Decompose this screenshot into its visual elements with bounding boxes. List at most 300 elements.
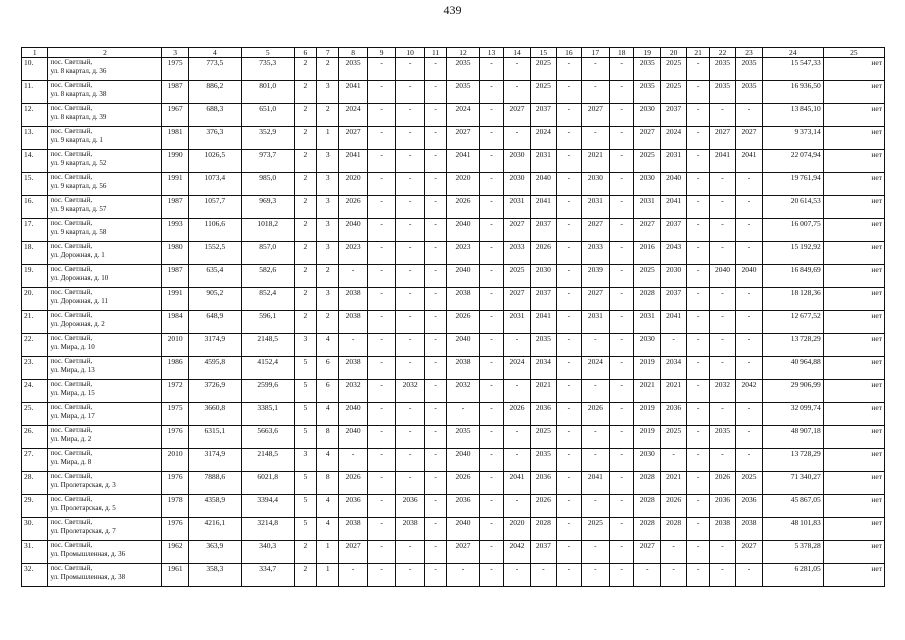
table-cell: 4: [317, 449, 339, 472]
table-cell: -: [736, 173, 762, 196]
table-cell: 5: [294, 357, 316, 380]
table-cell: 3: [317, 288, 339, 311]
table-cell: 1993: [162, 219, 188, 242]
table-cell: -: [581, 58, 609, 81]
table-cell: 985,0: [241, 173, 294, 196]
table-cell: 1967: [162, 104, 188, 127]
table-cell: 2024: [660, 127, 686, 150]
table-cell: 2: [294, 150, 316, 173]
table-cell: 4595,8: [188, 357, 241, 380]
table-cell: 2042: [736, 380, 762, 403]
table-cell: 6: [317, 357, 339, 380]
table-cell: 2025: [660, 81, 686, 104]
table-cell: 2035: [736, 58, 762, 81]
table-cell: 2030: [634, 104, 660, 127]
table-cell: 2036: [339, 495, 367, 518]
table-cell: 5: [294, 380, 316, 403]
table-cell: 2026: [447, 472, 480, 495]
table-cell: 29.: [22, 495, 48, 518]
table-cell: -: [687, 357, 709, 380]
table-cell: -: [557, 58, 581, 81]
table-cell: 3: [317, 242, 339, 265]
table-cell: -: [736, 288, 762, 311]
table-cell: -: [557, 265, 581, 288]
column-header: 13: [479, 48, 503, 58]
table-cell: -: [660, 449, 686, 472]
table-cell: -: [396, 403, 424, 426]
table-cell: 21.: [22, 311, 48, 334]
table-cell: -: [709, 219, 735, 242]
table-cell: -: [610, 288, 634, 311]
table-cell: 13 845,10: [762, 104, 823, 127]
table-cell: 2040: [447, 219, 480, 242]
table-cell: 2034: [530, 357, 556, 380]
table-cell: 2041: [504, 472, 530, 495]
table-cell: -: [610, 403, 634, 426]
table-cell: 2: [294, 127, 316, 150]
table-cell: 2041: [339, 150, 367, 173]
table-cell: -: [610, 334, 634, 357]
table-cell: 2: [317, 265, 339, 288]
address-cell: пос. Светлый, ул. 8 квартал, д. 36: [48, 58, 162, 81]
table-cell: 2036: [709, 495, 735, 518]
table-cell: 1972: [162, 380, 188, 403]
table-cell: 2038: [339, 288, 367, 311]
table-cell: 2031: [581, 196, 609, 219]
table-cell: 2026: [581, 403, 609, 426]
table-cell: -: [396, 242, 424, 265]
table-cell: 3394,4: [241, 495, 294, 518]
table-cell: 1: [317, 541, 339, 564]
table-cell: 1986: [162, 357, 188, 380]
table-cell: 1106,6: [188, 219, 241, 242]
table-cell: -: [396, 81, 424, 104]
table-cell: 2041: [660, 311, 686, 334]
table-cell: 2: [294, 219, 316, 242]
table-row: [22, 58, 885, 81]
table-cell: 886,2: [188, 81, 241, 104]
table-cell: 2027: [339, 127, 367, 150]
table-cell: 2036: [396, 495, 424, 518]
table-cell: -: [709, 403, 735, 426]
table-cell: -: [687, 219, 709, 242]
table-cell: -: [396, 564, 424, 587]
table-cell: -: [479, 127, 503, 150]
table-cell: 2040: [709, 265, 735, 288]
table-cell: 2031: [504, 196, 530, 219]
table-row: [22, 127, 885, 150]
table-cell: -: [687, 196, 709, 219]
table-cell: -: [424, 127, 446, 150]
table-cell: нет: [823, 196, 884, 219]
table-cell: 1: [317, 127, 339, 150]
table-cell: 2034: [660, 357, 686, 380]
table-cell: нет: [823, 173, 884, 196]
table-cell: -: [424, 495, 446, 518]
table-cell: -: [736, 449, 762, 472]
table-cell: 2041: [581, 472, 609, 495]
table-cell: -: [479, 265, 503, 288]
table-cell: 2599,6: [241, 380, 294, 403]
table-cell: 2025: [660, 426, 686, 449]
table-cell: 2: [317, 311, 339, 334]
table-cell: -: [687, 173, 709, 196]
table-cell: 1975: [162, 403, 188, 426]
table-cell: 1018,2: [241, 219, 294, 242]
table-cell: 973,7: [241, 150, 294, 173]
table-cell: -: [367, 449, 395, 472]
table-cell: 2027: [709, 127, 735, 150]
table-cell: 27.: [22, 449, 48, 472]
table-cell: -: [396, 311, 424, 334]
address-cell: пос. Светлый, ул. Дорожная, д. 11: [48, 288, 162, 311]
table-cell: 2040: [447, 334, 480, 357]
table-cell: -: [479, 104, 503, 127]
table-cell: 2030: [530, 265, 556, 288]
table-cell: -: [447, 403, 480, 426]
table-cell: 2032: [447, 380, 480, 403]
table-cell: 648,9: [188, 311, 241, 334]
table-cell: -: [557, 426, 581, 449]
table-cell: -: [479, 150, 503, 173]
table-cell: 2028: [634, 288, 660, 311]
table-cell: -: [479, 518, 503, 541]
table-cell: 1073,4: [188, 173, 241, 196]
table-cell: нет: [823, 426, 884, 449]
table-cell: 1987: [162, 196, 188, 219]
table-cell: 48 907,18: [762, 426, 823, 449]
table-cell: 2040: [447, 518, 480, 541]
table-cell: нет: [823, 518, 884, 541]
table-cell: 2035: [709, 58, 735, 81]
table-cell: -: [479, 541, 503, 564]
table-cell: 2038: [396, 518, 424, 541]
table-cell: 2041: [736, 150, 762, 173]
table-cell: -: [736, 104, 762, 127]
table-cell: 2035: [530, 334, 556, 357]
table-cell: -: [424, 518, 446, 541]
column-header: 9: [367, 48, 395, 58]
table-cell: -: [687, 311, 709, 334]
table-cell: 2031: [581, 311, 609, 334]
table-cell: -: [424, 265, 446, 288]
table-cell: 20 614,53: [762, 196, 823, 219]
table-cell: 857,0: [241, 242, 294, 265]
table-cell: 1976: [162, 426, 188, 449]
table-cell: 15 547,33: [762, 58, 823, 81]
table-cell: 2030: [634, 449, 660, 472]
table-cell: -: [367, 173, 395, 196]
table-cell: 2010: [162, 334, 188, 357]
table-row: [22, 219, 885, 242]
table-cell: 2024: [339, 104, 367, 127]
column-header: 23: [736, 48, 762, 58]
table-row: [22, 495, 885, 518]
table-cell: -: [610, 58, 634, 81]
table-cell: 1980: [162, 242, 188, 265]
table-cell: -: [687, 288, 709, 311]
table-cell: 1976: [162, 518, 188, 541]
table-cell: -: [581, 334, 609, 357]
table-cell: 14.: [22, 150, 48, 173]
table-cell: 2031: [634, 311, 660, 334]
table-cell: 2039: [581, 265, 609, 288]
table-cell: -: [367, 518, 395, 541]
table-cell: 3726,9: [188, 380, 241, 403]
table-cell: -: [610, 173, 634, 196]
table-cell: 13 728,29: [762, 449, 823, 472]
table-cell: 2026: [339, 472, 367, 495]
address-cell: пос. Светлый, ул. 8 квартал, д. 38: [48, 81, 162, 104]
table-cell: 2021: [581, 150, 609, 173]
table-cell: 334,7: [241, 564, 294, 587]
table-cell: 32.: [22, 564, 48, 587]
table-cell: -: [479, 288, 503, 311]
table-cell: -: [396, 104, 424, 127]
table-cell: 4: [317, 495, 339, 518]
table-cell: 2036: [447, 495, 480, 518]
table-cell: 22.: [22, 334, 48, 357]
table-cell: 3: [317, 219, 339, 242]
table-cell: -: [367, 219, 395, 242]
table-cell: -: [367, 334, 395, 357]
table-cell: 2024: [530, 127, 556, 150]
table-cell: -: [479, 403, 503, 426]
table-cell: 2027: [634, 127, 660, 150]
table-cell: -: [504, 58, 530, 81]
address-cell: пос. Светлый, ул. 9 квартал, д. 58: [48, 219, 162, 242]
table-cell: 26.: [22, 426, 48, 449]
table-cell: -: [581, 541, 609, 564]
table-cell: -: [396, 357, 424, 380]
table-cell: 1552,5: [188, 242, 241, 265]
table-cell: 773,5: [188, 58, 241, 81]
address-cell: пос. Светлый, ул. Пролетарская, д. 5: [48, 495, 162, 518]
table-cell: -: [504, 564, 530, 587]
table-cell: -: [479, 311, 503, 334]
table-cell: 2038: [709, 518, 735, 541]
table-cell: -: [396, 219, 424, 242]
column-header: 2: [48, 48, 162, 58]
table-cell: -: [367, 564, 395, 587]
table-cell: -: [581, 564, 609, 587]
table-cell: -: [610, 104, 634, 127]
table-cell: 2033: [581, 242, 609, 265]
table-cell: -: [367, 58, 395, 81]
table-cell: 2025: [634, 150, 660, 173]
table-cell: -: [367, 311, 395, 334]
table-cell: 2032: [396, 380, 424, 403]
table-cell: нет: [823, 219, 884, 242]
table-cell: -: [610, 196, 634, 219]
table-cell: -: [424, 426, 446, 449]
table-cell: -: [557, 196, 581, 219]
table-cell: -: [687, 449, 709, 472]
table-cell: -: [367, 472, 395, 495]
table-cell: -: [504, 127, 530, 150]
table-cell: 24.: [22, 380, 48, 403]
table-cell: -: [610, 564, 634, 587]
table-cell: -: [736, 564, 762, 587]
table-cell: -: [424, 81, 446, 104]
address-cell: пос. Светлый, ул. Промышленная, д. 36: [48, 541, 162, 564]
table-cell: 2030: [504, 173, 530, 196]
table-cell: 2040: [530, 173, 556, 196]
table-cell: -: [424, 564, 446, 587]
table-cell: 2027: [504, 104, 530, 127]
table-cell: 5 378,28: [762, 541, 823, 564]
table-cell: -: [396, 150, 424, 173]
table-cell: 2: [294, 104, 316, 127]
table-cell: 2030: [504, 150, 530, 173]
table-cell: 28.: [22, 472, 48, 495]
table-row: [22, 449, 885, 472]
table-cell: -: [660, 564, 686, 587]
table-cell: -: [396, 265, 424, 288]
table-cell: 2028: [634, 495, 660, 518]
table-cell: 2037: [660, 104, 686, 127]
table-cell: -: [479, 242, 503, 265]
header-row: [22, 48, 885, 58]
table-cell: -: [424, 219, 446, 242]
table-cell: 2037: [660, 219, 686, 242]
table-cell: 635,4: [188, 265, 241, 288]
table-cell: 2: [294, 541, 316, 564]
table-cell: 16 849,69: [762, 265, 823, 288]
table-cell: 3660,8: [188, 403, 241, 426]
table-cell: -: [424, 357, 446, 380]
table-cell: -: [396, 173, 424, 196]
table-cell: 25.: [22, 403, 48, 426]
table-cell: 2027: [447, 127, 480, 150]
table-cell: -: [367, 81, 395, 104]
table-cell: 1991: [162, 173, 188, 196]
table-cell: 2027: [736, 127, 762, 150]
table-cell: -: [424, 196, 446, 219]
table-cell: 2025: [530, 81, 556, 104]
table-cell: -: [339, 564, 367, 587]
address-cell: пос. Светлый, ул. Дорожная, д. 10: [48, 265, 162, 288]
table-cell: 2043: [660, 242, 686, 265]
table-cell: 340,3: [241, 541, 294, 564]
table-cell: 2028: [530, 518, 556, 541]
table-cell: -: [367, 104, 395, 127]
table-cell: -: [610, 311, 634, 334]
page-number: 439: [443, 3, 462, 17]
table-cell: 2040: [736, 265, 762, 288]
table-cell: 2038: [447, 288, 480, 311]
table-cell: 11.: [22, 81, 48, 104]
table-cell: -: [687, 150, 709, 173]
table-cell: -: [396, 127, 424, 150]
table-cell: 358,3: [188, 564, 241, 587]
table-row: [22, 564, 885, 587]
table-cell: -: [504, 426, 530, 449]
table-cell: 2036: [736, 495, 762, 518]
table-cell: 2028: [634, 472, 660, 495]
table-cell: 2027: [504, 288, 530, 311]
table-cell: 376,3: [188, 127, 241, 150]
table-cell: 2035: [709, 426, 735, 449]
table-cell: 2040: [339, 403, 367, 426]
table-cell: -: [479, 380, 503, 403]
table-cell: 2148,5: [241, 334, 294, 357]
table-cell: 13.: [22, 127, 48, 150]
table-cell: -: [709, 334, 735, 357]
table-cell: -: [581, 449, 609, 472]
table-cell: -: [479, 564, 503, 587]
table-cell: -: [339, 265, 367, 288]
table-cell: 1987: [162, 265, 188, 288]
table-cell: 17.: [22, 219, 48, 242]
table-cell: 1987: [162, 81, 188, 104]
table-cell: 7888,6: [188, 472, 241, 495]
table-cell: -: [581, 127, 609, 150]
table-cell: 2: [294, 173, 316, 196]
table-cell: нет: [823, 334, 884, 357]
table-cell: -: [504, 380, 530, 403]
table-cell: 2025: [581, 518, 609, 541]
table-cell: 905,2: [188, 288, 241, 311]
table-cell: 8: [317, 426, 339, 449]
table-cell: 1976: [162, 472, 188, 495]
table-cell: нет: [823, 288, 884, 311]
table-cell: 2033: [504, 242, 530, 265]
table-cell: 5: [294, 403, 316, 426]
table-cell: 5: [294, 495, 316, 518]
table-cell: 1978: [162, 495, 188, 518]
table-cell: -: [557, 242, 581, 265]
table-cell: 30.: [22, 518, 48, 541]
address-cell: пос. Светлый, ул. Мира, д. 17: [48, 403, 162, 426]
table-cell: -: [479, 196, 503, 219]
address-cell: пос. Светлый, ул. Мира, д. 13: [48, 357, 162, 380]
table-cell: 3214,8: [241, 518, 294, 541]
table-cell: 2019: [634, 403, 660, 426]
table-cell: 363,9: [188, 541, 241, 564]
table-cell: -: [339, 449, 367, 472]
table-cell: 2035: [447, 426, 480, 449]
table-cell: 15.: [22, 173, 48, 196]
table-cell: -: [557, 288, 581, 311]
table-cell: 31.: [22, 541, 48, 564]
table-cell: 2027: [736, 541, 762, 564]
table-cell: 2032: [339, 380, 367, 403]
column-header: 10: [396, 48, 424, 58]
table-cell: -: [367, 541, 395, 564]
table-cell: -: [709, 242, 735, 265]
table-cell: 16.: [22, 196, 48, 219]
column-header: 7: [317, 48, 339, 58]
table-row: [22, 288, 885, 311]
table-cell: 12 677,52: [762, 311, 823, 334]
table-cell: 2035: [736, 81, 762, 104]
table-cell: -: [479, 173, 503, 196]
table-cell: 12.: [22, 104, 48, 127]
table-cell: -: [367, 196, 395, 219]
table-cell: 19.: [22, 265, 48, 288]
table-cell: 2040: [339, 219, 367, 242]
table-cell: 2037: [530, 541, 556, 564]
table-cell: 2027: [634, 541, 660, 564]
table-cell: 2019: [634, 426, 660, 449]
table-cell: 3: [317, 150, 339, 173]
address-cell: пос. Светлый, ул. Пролетарская, д. 7: [48, 518, 162, 541]
column-header: 14: [504, 48, 530, 58]
table-cell: -: [687, 242, 709, 265]
table-cell: -: [610, 127, 634, 150]
table-cell: 2031: [530, 150, 556, 173]
